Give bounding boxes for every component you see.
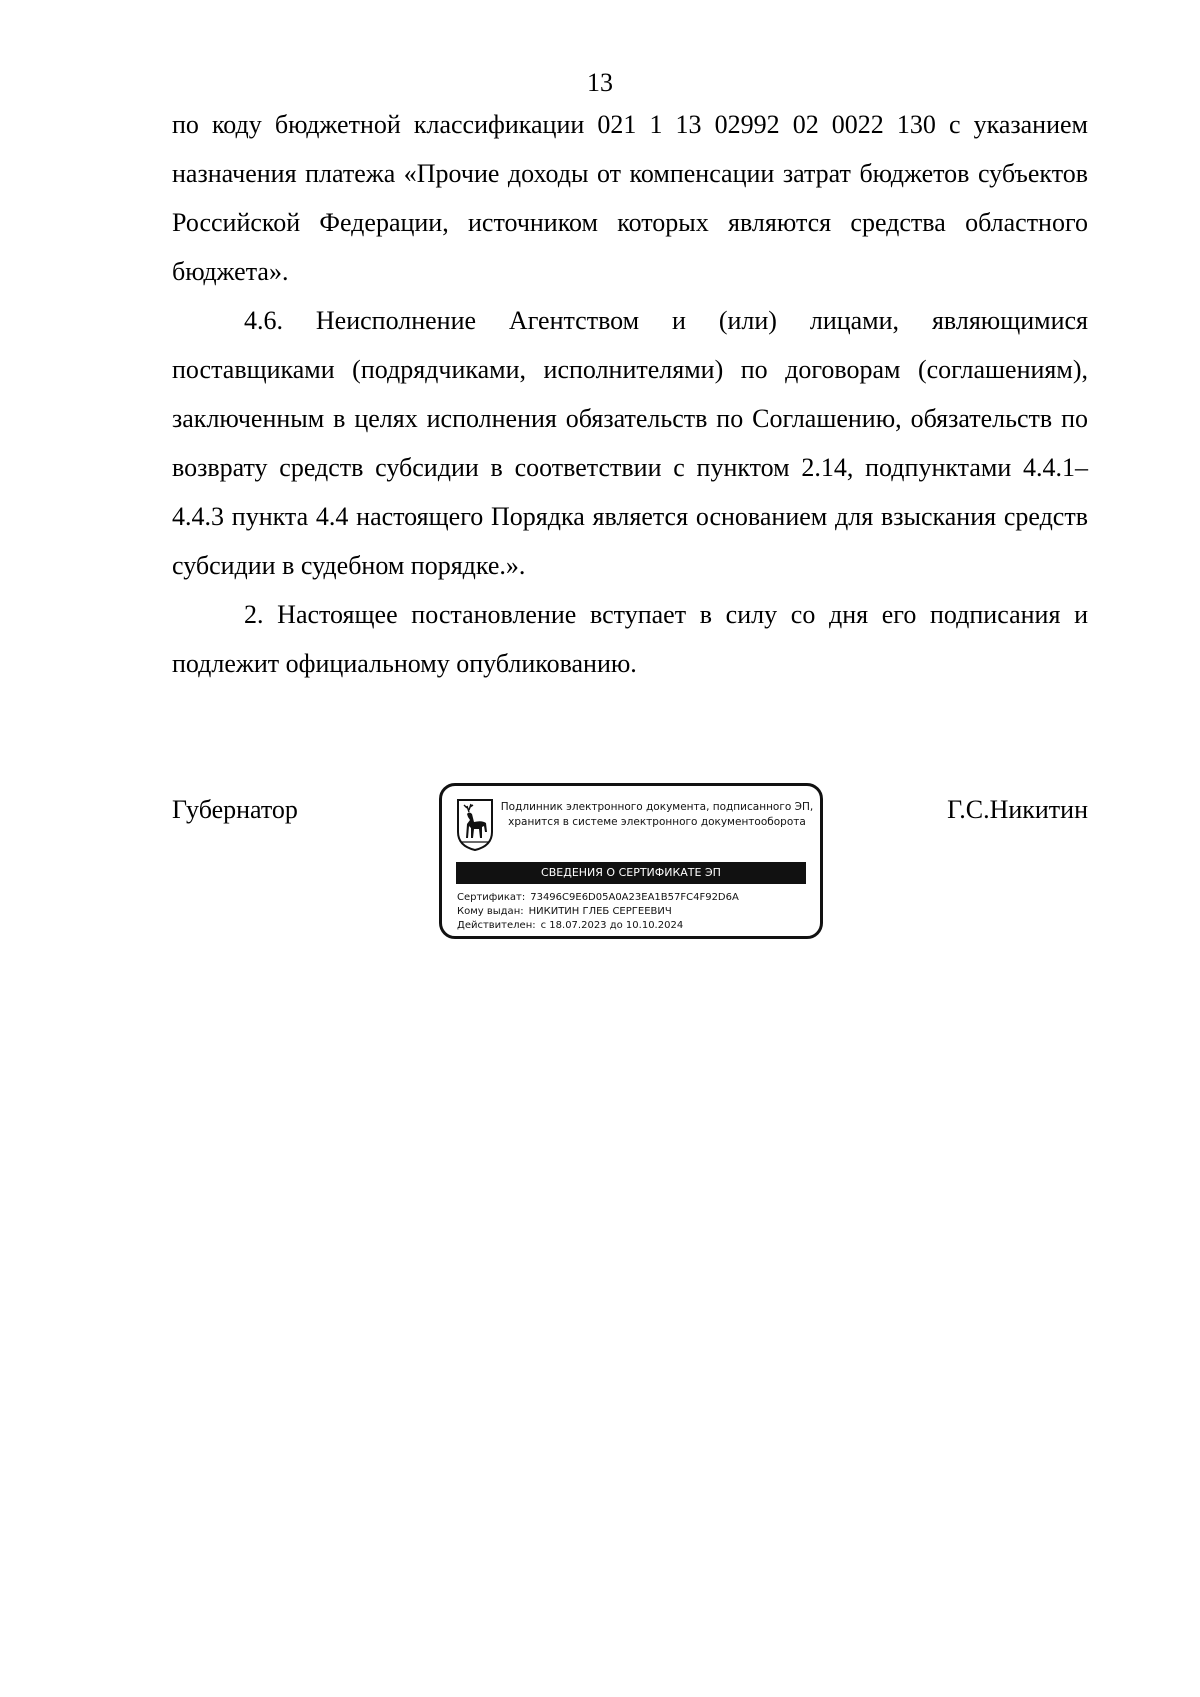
certificate-label: Сертификат: (457, 892, 526, 903)
page-number: 13 (587, 68, 613, 97)
issued-to-value: НИКИТИН ГЛЕБ СЕРГЕЕВИЧ (528, 906, 672, 917)
deer-coat-of-arms-icon (456, 798, 494, 852)
stamp-header-line-2: хранится в системе электронного документооборота (508, 816, 806, 828)
stamp-certificate-bar: СВЕДЕНИЯ О СЕРТИФИКАТЕ ЭП (456, 862, 806, 884)
stamp-header (498, 800, 816, 830)
signatory-position: Губернатор (172, 795, 298, 824)
signatory-name: Г.С.Никитин (947, 795, 1088, 824)
valid-period-label: Действителен: (457, 920, 536, 931)
stamp-certificate-details (457, 891, 812, 933)
electronic-signature-stamp (439, 783, 823, 939)
certificate-row (457, 891, 812, 905)
document-body (172, 100, 1088, 688)
certificate-value: 73496C9E6D05A0A23EA1B57FC4F92D6A (530, 892, 739, 903)
valid-period-row (457, 919, 812, 933)
issued-to-row (457, 905, 812, 919)
issued-to-label: Кому выдан: (457, 906, 524, 917)
paragraph-4-6: 4.6. Неисполнение Агентством и (или) лицами, являющимися поставщиками (подрядчиками, исполнителями) по договорам (соглашениям), заключенным в целях исполнения обязательств по Соглашению, обязательств по возврату средств субсидии в соответствии с пунктом 2.14, подпунктами 4.4.1–4.4.3 пункта 4.4 настоящего Порядка является основанием для взыскания средств субсидии в судебном порядке.». (172, 306, 1088, 580)
paragraph-budget-code: по коду бюджетной классификации 021 1 13 02992 02 0022 130 с указанием назначения платежа «Прочие доходы от компенсации затрат бюджетов субъектов Российской Федерации, источником которых являются средства областного бюджета». (172, 110, 1088, 286)
stamp-header-line-1: Подлинник электронного документа, подписанного ЭП, (500, 801, 814, 813)
paragraph-effective-date: 2. Настоящее постановление вступает в силу со дня его подписания и подлежит официальному опубликованию. (172, 600, 1088, 678)
valid-period-value: с 18.07.2023 до 10.10.2024 (540, 920, 684, 931)
